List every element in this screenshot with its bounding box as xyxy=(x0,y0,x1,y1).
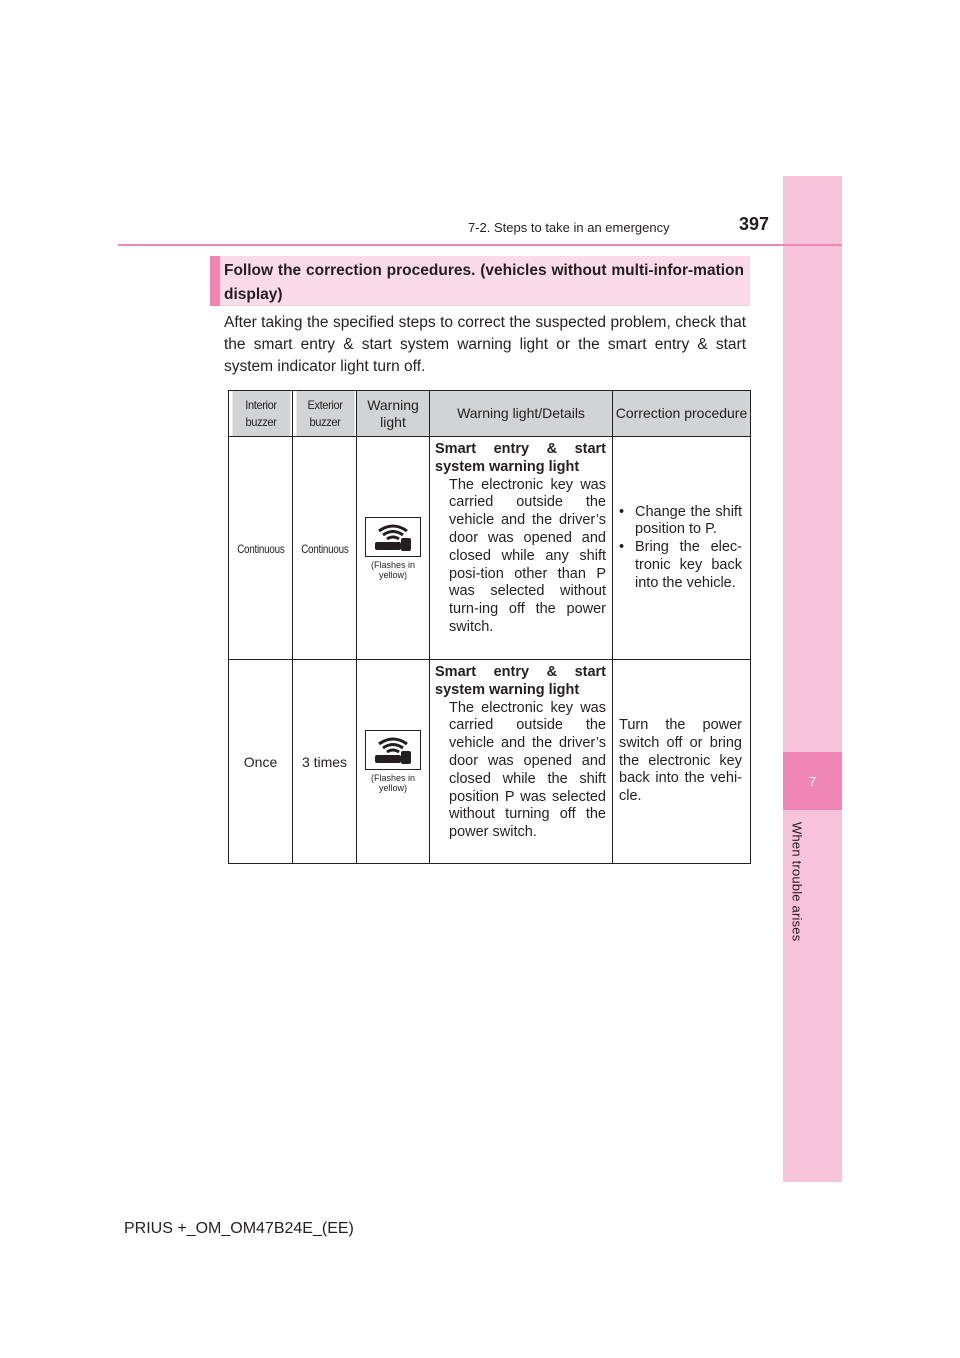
chapter-side-tab xyxy=(783,176,842,1182)
warning-light-cell xyxy=(357,437,430,660)
interior-buzzer-cell xyxy=(229,437,293,660)
header-interior-buzzer: Interior buzzer xyxy=(231,391,290,437)
chapter-number: 7 xyxy=(808,773,817,789)
page-number: 397 xyxy=(739,214,770,234)
table-row xyxy=(229,660,751,864)
section-accent-bar xyxy=(210,256,220,306)
details-cell xyxy=(430,437,613,660)
detail-title: Smart entry & start system warning light xyxy=(435,664,606,698)
detail-body: The electronic key was carried outside the vehicle and the driver’s door was opened and closed while the shift position P was selected without turning off the power switch. xyxy=(449,699,606,841)
header-correction: Correction procedure xyxy=(613,391,751,437)
header-exterior-buzzer: Exterior buzzer xyxy=(295,391,354,437)
interior-buzzer-value: Continuous xyxy=(236,542,285,556)
procedure-cell xyxy=(613,437,751,660)
procedure-item: • Change the shift position to P. xyxy=(619,504,742,540)
detail-title: Smart entry & start system warning light xyxy=(435,441,606,475)
smart-key-warning-icon xyxy=(365,730,421,770)
chapter-title: When trouble arises xyxy=(789,822,805,942)
detail-body: The electronic key was carried outside the vehicle and the driver’s door was opened and closed while any shift posi-tion other than P was selected without turn-ing off the power switch. xyxy=(449,476,606,635)
section-title: Follow the correction procedures. (vehicles without multi-infor-mation display) xyxy=(224,262,744,303)
icon-note: (Flashes in yellow) xyxy=(370,773,415,793)
interior-buzzer-cell xyxy=(229,660,293,864)
exterior-buzzer-cell xyxy=(293,437,357,660)
smart-key-warning-icon xyxy=(365,517,421,557)
warning-table xyxy=(228,390,751,864)
section-heading-box xyxy=(210,256,750,306)
table-header-row xyxy=(229,391,751,437)
procedure-text: Turn the power switch off or bring the electronic key back into the vehi-cle. xyxy=(619,717,742,805)
footer-code: PRIUS +_OM_OM47B24E_(EE) xyxy=(124,1220,354,1237)
exterior-buzzer-value: 3 times xyxy=(301,753,348,770)
section-header: 7-2. Steps to take in an emergency xyxy=(468,220,670,235)
header-divider xyxy=(118,244,842,246)
procedure-item: • Bring the elec-tronic key back into the vehicle. xyxy=(619,539,742,592)
warning-light-cell xyxy=(357,660,430,864)
exterior-buzzer-cell xyxy=(293,660,357,864)
interior-buzzer-value: Once xyxy=(243,753,278,770)
exterior-buzzer-value: Continuous xyxy=(300,542,349,556)
procedure-cell xyxy=(613,660,751,864)
icon-note: (Flashes in yellow) xyxy=(370,559,415,580)
header-warning-light: Warning light xyxy=(357,391,430,437)
chapter-number-tab xyxy=(783,752,842,810)
intro-paragraph: After taking the specified steps to correct the suspected problem, check that the smart entry & start system warning light or the smart entry & start system indicator light turn off. xyxy=(224,314,746,375)
details-cell xyxy=(430,660,613,864)
header-details: Warning light/Details xyxy=(430,391,613,437)
table-row xyxy=(229,437,751,660)
